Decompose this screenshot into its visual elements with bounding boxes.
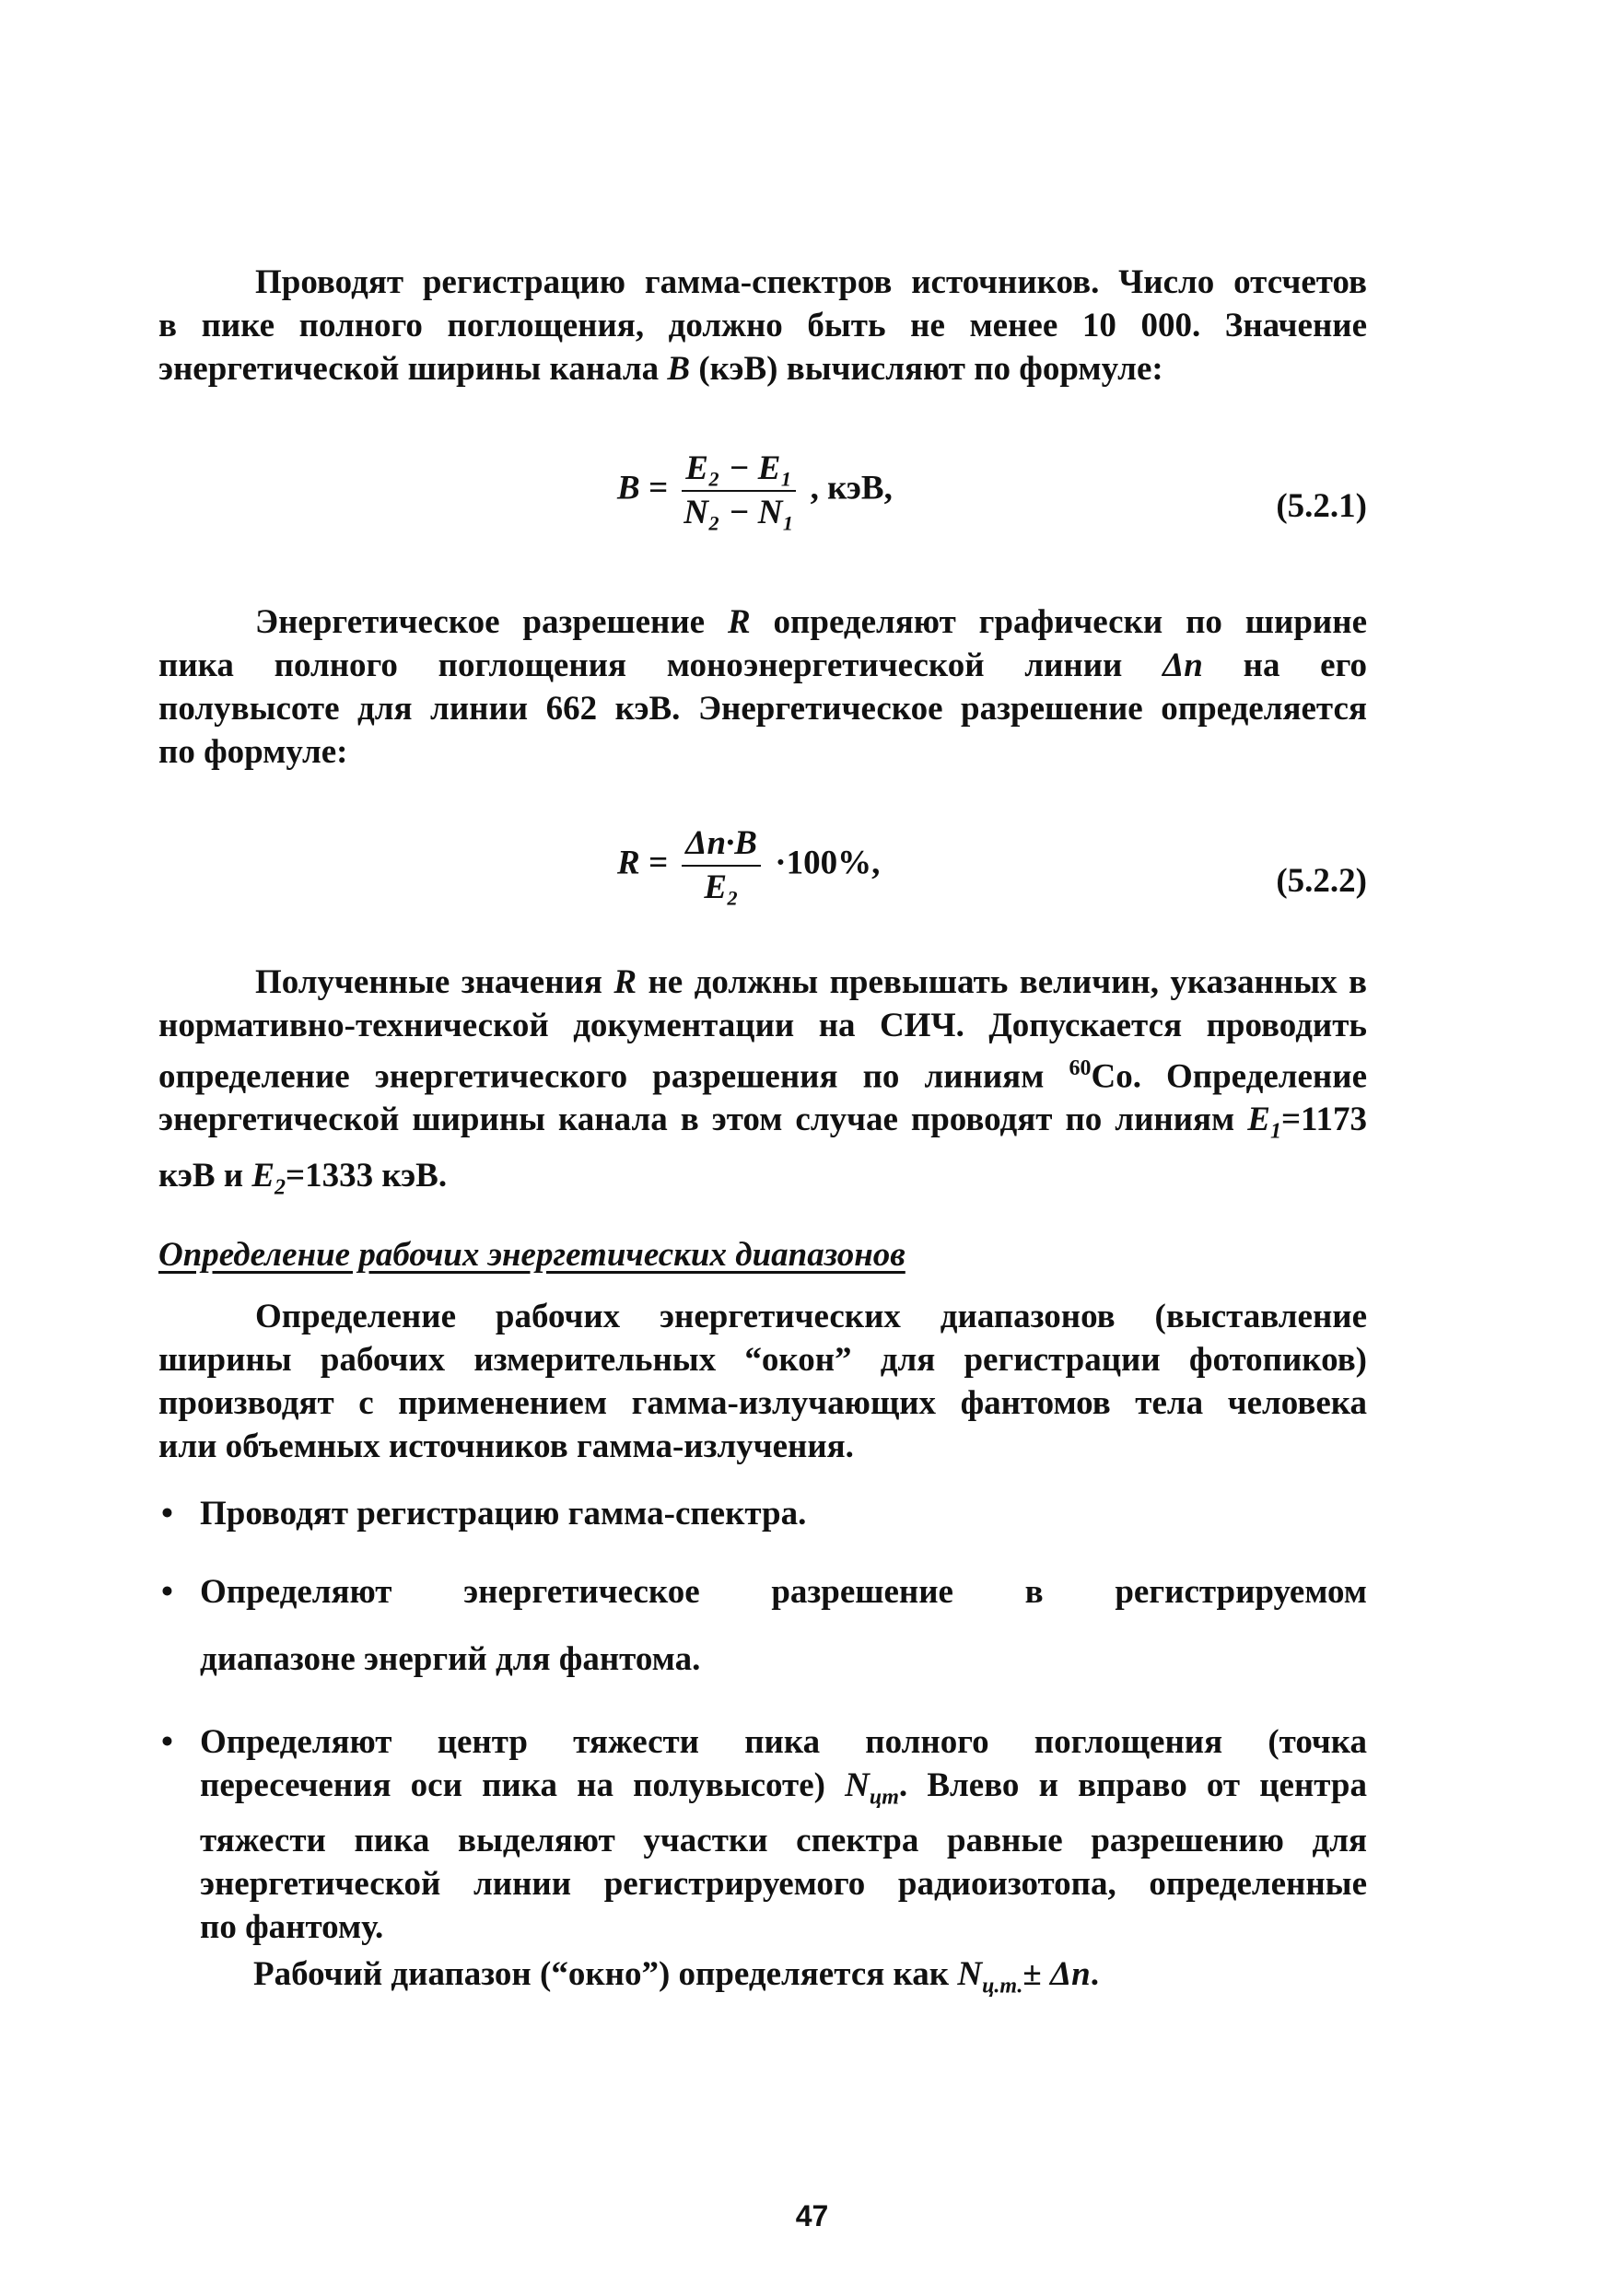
bullet-icon: •: [161, 1573, 173, 1611]
paragraph-1-line-3: [158, 347, 1367, 390]
subscript: цт: [869, 1785, 899, 1810]
variable-e: E: [1247, 1101, 1270, 1139]
text-run: . Влево и вправо от центра: [898, 1766, 1367, 1804]
text-run: Рабочий диапазон (“окно”) определяется как: [253, 1955, 958, 1993]
text-run: энергетической ширины канала: [158, 350, 668, 388]
text-run: не должны превышать величин, указанных в: [637, 963, 1368, 1001]
fraction: [682, 449, 796, 532]
text-run: определяют графически по ширине: [750, 603, 1367, 641]
bullet-icon: •: [161, 1495, 173, 1533]
page-number: 47: [795, 2199, 829, 2232]
formula-5-2-2: [617, 824, 880, 907]
text-run: =1333 кэВ.: [286, 1156, 448, 1195]
text-run: (кэВ) вычисляют по формуле:: [690, 350, 1163, 388]
paragraph-4: [158, 1295, 1367, 1468]
variable-n: N: [845, 1766, 870, 1804]
paragraph-2-line-2: [158, 644, 1367, 687]
paragraph-4-line-4: или объемных источников гамма-излучения.: [158, 1428, 854, 1465]
bullet-icon: •: [161, 1723, 173, 1761]
variable-r: R: [613, 963, 637, 1001]
bullet-2-line-2: диапазоне энергий для фантома.: [200, 1640, 701, 1678]
paragraph-3-line-4: [158, 1098, 1367, 1153]
bullet-1-text: Проводят регистрацию гамма-спектра.: [200, 1495, 807, 1533]
fraction-denominator: N₂ − N₁: [683, 494, 795, 531]
paragraph-1: [158, 261, 1367, 390]
text-run: .: [1090, 1955, 1099, 1993]
bullet-3-line-5: по фантому.: [200, 1908, 384, 1947]
paragraph-4-line-2: ширины рабочих измерительных “окон” для регистрации фотопиков): [158, 1341, 1367, 1379]
bullet-3-line-3: тяжести пика выделяют участки спектра равные разрешению для: [200, 1822, 1367, 1860]
fraction-numerator: E₂ − E₁: [682, 449, 796, 492]
variable-b: B: [667, 350, 691, 388]
paragraph-2-line-3: полувысоте для линии 662 кэВ. Энергетическое разрешение определяется: [158, 690, 1367, 728]
text-run: энергетической ширины канала в этом случае проводят по линиям: [158, 1101, 1248, 1139]
equation-number-5-2-1: (5.2.1): [1276, 487, 1367, 525]
text-run: пересечения оси пика на полувысоте): [200, 1766, 846, 1804]
paragraph-3-line-3: [158, 1047, 1367, 1098]
section-title: Определение рабочих энергетических диапазонов: [158, 1236, 905, 1274]
fraction-denominator: E₂: [704, 868, 739, 906]
bullet-2-line-1: Определяют энергетическое разрешение в регистрируемом: [200, 1573, 1367, 1611]
paragraph-3: [158, 961, 1367, 1209]
subscript: 2: [275, 1175, 286, 1200]
paragraph-4-line-3: производят с применением гамма-излучающих фантомов тела человека: [158, 1384, 1367, 1422]
paragraph-3-line-1: [158, 961, 1367, 1004]
bullet-3-line-4: энергетической линии регистрируемого радиоизотопа, определенные: [200, 1865, 1367, 1904]
fraction: [682, 824, 761, 907]
variable-n: N: [957, 1955, 983, 1993]
bullet-3-line-1: Определяют центр тяжести пика полного поглощения (точка: [200, 1723, 1367, 1761]
paragraph-5-line-1: [253, 1952, 1367, 2008]
paragraph-3-line-5: [158, 1154, 1367, 1209]
fraction-numerator: Δn·B: [682, 824, 761, 867]
subscript: ц.т.: [982, 1974, 1023, 1999]
formula-5-2-1: [617, 449, 893, 532]
bullet-item-1: [161, 1492, 1367, 1535]
paragraph-2-line-1: [158, 600, 1367, 644]
text-run: пика полного поглощения моноэнергетической линии: [158, 647, 1163, 684]
paragraph-1-line-1: Проводят регистрацию гамма-спектров источников. Число отсчетов: [255, 263, 1367, 301]
variable-e: E: [251, 1156, 275, 1195]
paragraph-1-line-2: в пике полного поглощения, должно быть не менее 10 000. Значение: [158, 307, 1367, 344]
text-run: =1173: [1280, 1101, 1367, 1139]
bullet-3-line-2: [200, 1764, 1367, 1819]
formula-lhs: R =: [617, 844, 669, 882]
variable-delta-n: Δn: [1049, 1955, 1091, 1993]
paragraph-2: [158, 600, 1367, 774]
equation-number-5-2-2: (5.2.2): [1276, 862, 1367, 900]
paragraph-4-line-1: Определение рабочих энергетических диапазонов (выставление: [255, 1298, 1367, 1335]
bullet-item-2: [161, 1570, 1367, 1681]
text-run: Полученные значения: [255, 963, 614, 1001]
text-run: Энергетическое разрешение: [255, 603, 728, 641]
text-run: ±: [1022, 1955, 1050, 1993]
isotope-mass-number: 60: [1069, 1056, 1092, 1080]
formula-unit: , кэВ,: [810, 469, 893, 507]
text-run: Co. Определение: [1091, 1057, 1367, 1096]
formula-tail: ·100%,: [775, 844, 881, 882]
paragraph-5: [253, 1952, 1367, 2008]
subscript: 1: [1269, 1119, 1281, 1144]
bullet-item-3: [161, 1720, 1367, 1949]
variable-delta-n: Δn: [1163, 647, 1203, 684]
formula-lhs: B =: [617, 469, 669, 507]
variable-r: R: [727, 603, 751, 641]
paragraph-2-line-4: по формуле:: [158, 733, 348, 771]
paragraph-3-line-2: нормативно-технической документации на СИЧ. Допускается проводить: [158, 1007, 1367, 1044]
text-run: определение энергетического разрешения по линиям: [158, 1057, 1069, 1096]
text-run: на его: [1202, 647, 1367, 684]
text-run: кэВ и: [158, 1156, 252, 1195]
